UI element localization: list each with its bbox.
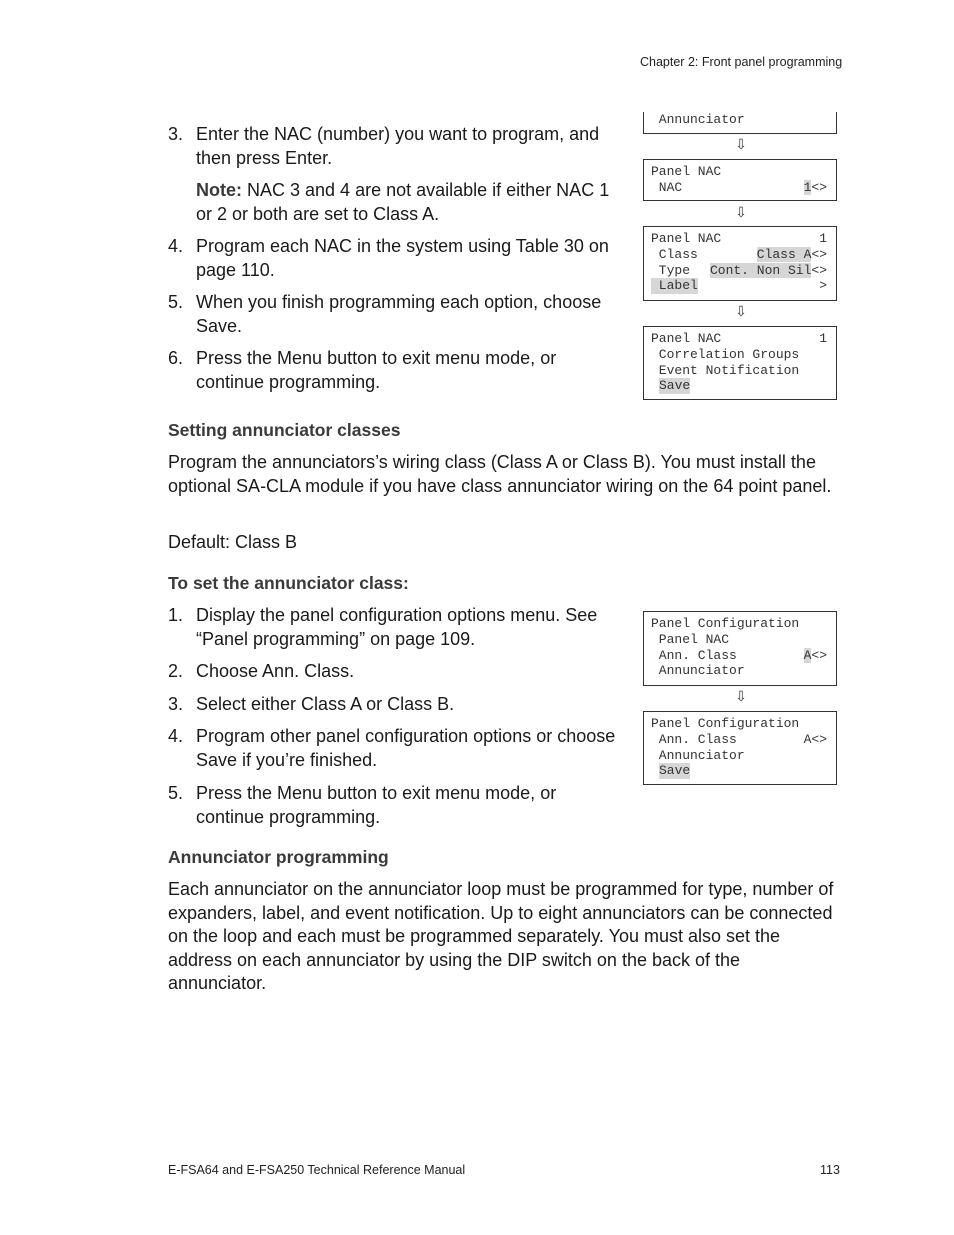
lcd-highlight-value: Cont. Non Sil bbox=[709, 262, 812, 278]
lcd-highlight-value: A bbox=[803, 647, 812, 663]
step-number: 5. bbox=[168, 292, 184, 312]
chapter-header: Chapter 2: Front panel programming bbox=[640, 55, 843, 69]
paragraph: Each annunciator on the annunciator loop must be programmed for type, number of expanders, label, and event notification. Up to eight annunciators can be connected on the loop and each must be programmed separately. You must also set the address on each annunciator by using the DIP switch on the back of the annunciator. bbox=[168, 879, 834, 993]
down-arrow-icon: ⇩ bbox=[735, 689, 747, 705]
step-text: Press the Menu button to exit menu mode, or continue programming. bbox=[196, 783, 557, 827]
lcd-highlight-value: Save bbox=[659, 378, 691, 394]
step-number: 2. bbox=[168, 661, 184, 681]
down-arrow-icon: ⇩ bbox=[735, 304, 747, 320]
lcd-row: Ann. Class bbox=[651, 731, 737, 747]
lcd-row-number: 1 bbox=[819, 231, 827, 246]
lcd-row: Event Notification bbox=[651, 362, 800, 378]
lcd-row: Panel NAC bbox=[651, 331, 722, 346]
step-text: When you finish programming each option, choose Save. bbox=[196, 292, 602, 336]
step-number: 4. bbox=[168, 236, 184, 256]
lcd-arrows: <> bbox=[811, 647, 827, 663]
lcd-row: Class bbox=[651, 246, 698, 262]
default-value-text: Default: Class B bbox=[168, 532, 298, 552]
lcd-row: Panel NAC bbox=[651, 631, 730, 647]
step-text: Select either Class A or Class B. bbox=[196, 694, 455, 714]
step-number: 6. bbox=[168, 348, 184, 368]
lcd-row: Panel Configuration bbox=[651, 716, 800, 731]
lcd-row: Annunciator bbox=[651, 663, 745, 679]
lcd-arrows: <> bbox=[811, 179, 827, 195]
lcd-screen-nac-class bbox=[643, 226, 837, 301]
lcd-row: Correlation Groups bbox=[651, 346, 800, 362]
step-number: 5. bbox=[168, 783, 184, 803]
step-number: 1. bbox=[168, 605, 184, 625]
footer-manual-title: E-FSA64 and E-FSA250 Technical Reference Manual bbox=[168, 1163, 466, 1177]
section-heading: Annunciator programming bbox=[168, 847, 389, 867]
step-number: 3. bbox=[168, 124, 184, 144]
lcd-screen-nac-select bbox=[643, 159, 837, 201]
step-text: Program each NAC in the system using Table 30 on page 110. bbox=[196, 236, 609, 280]
section-heading: Setting annunciator classes bbox=[168, 420, 401, 440]
lcd-screen-config-select bbox=[643, 611, 837, 686]
lcd-arrows: <> bbox=[811, 246, 827, 262]
lcd-row: Annunciator bbox=[651, 112, 745, 127]
procedure-heading: To set the annunciator class: bbox=[168, 573, 409, 593]
lcd-highlight-value: Class A bbox=[756, 246, 812, 262]
lcd-row: Panel Configuration bbox=[651, 616, 800, 631]
lcd-highlight-value: 1 bbox=[803, 179, 812, 195]
lcd-highlight-value: Save bbox=[659, 763, 691, 779]
page-number: 113 bbox=[820, 1163, 840, 1177]
lcd-screen-config-save bbox=[643, 711, 837, 785]
note bbox=[196, 179, 616, 226]
lcd-screen-nac-save bbox=[643, 326, 837, 400]
note-text: NAC 3 and 4 are not available if either NAC 1 or 2 or both are set to Class A. bbox=[196, 180, 610, 224]
lcd-screen-annunciator-partial bbox=[643, 112, 837, 134]
lcd-row: Annunciator bbox=[651, 747, 745, 763]
down-arrow-icon: ⇩ bbox=[735, 205, 747, 221]
lcd-arrows: <> bbox=[811, 262, 827, 278]
step-number: 4. bbox=[168, 726, 184, 746]
lcd-value: A<> bbox=[803, 731, 827, 747]
step-text: Press the Menu button to exit menu mode, or continue programming. bbox=[196, 348, 557, 392]
down-arrow-icon: ⇩ bbox=[735, 137, 747, 153]
lcd-row: NAC bbox=[651, 179, 683, 195]
step-text: Enter the NAC (number) you want to program, and then press Enter. bbox=[196, 124, 600, 168]
lcd-highlight-value: Label bbox=[651, 278, 698, 294]
lcd-row-number: 1 bbox=[819, 331, 827, 346]
note-label: Note: bbox=[196, 180, 242, 200]
step-text: Display the panel configuration options menu. See “Panel programming” on page 109. bbox=[196, 605, 598, 649]
lcd-arrows: > bbox=[819, 278, 827, 294]
lcd-row: Panel NAC bbox=[651, 231, 722, 246]
paragraph: Program the annunciators’s wiring class (Class A or Class B). You must install the optional SA-CLA module if you have class annunciator wiring on the 64 point panel. bbox=[168, 452, 832, 496]
lcd-row: Ann. Class bbox=[651, 647, 737, 663]
step-text: Choose Ann. Class. bbox=[196, 661, 355, 681]
step-number: 3. bbox=[168, 694, 184, 714]
step-text: Program other panel configuration options or choose Save if you’re finished. bbox=[196, 726, 616, 770]
lcd-row: Type bbox=[651, 262, 691, 278]
lcd-row: Panel NAC bbox=[651, 164, 722, 179]
